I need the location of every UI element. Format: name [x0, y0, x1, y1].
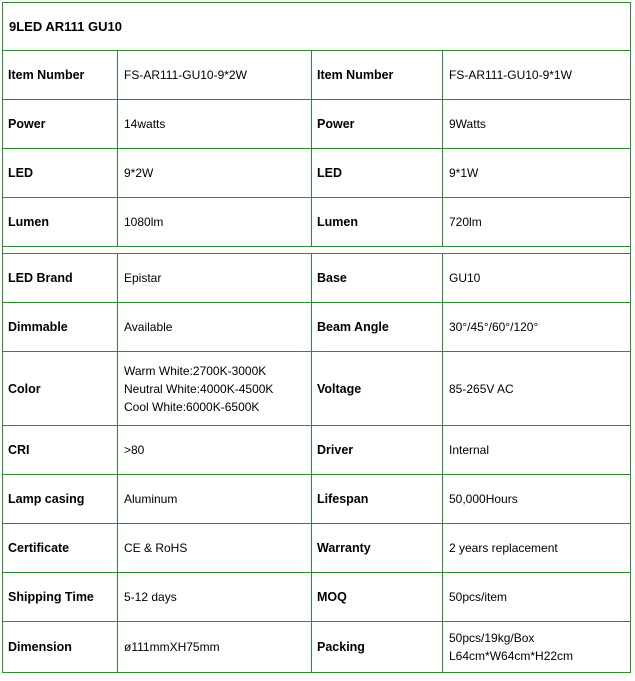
- label-color: Color: [3, 352, 118, 425]
- value-base: GU10: [449, 271, 481, 285]
- value-led-brand: Epistar: [118, 254, 312, 302]
- label-beam-angle: Beam Angle: [312, 303, 443, 351]
- table-row-shipping-time: [3, 573, 630, 622]
- value-lumen-1: 1080lm: [118, 198, 312, 246]
- label-cri: CRI: [3, 426, 118, 474]
- packing-line-size: L64cm*W64cm*H22cm: [449, 649, 574, 663]
- table-row-item-number: [3, 51, 630, 100]
- label-warranty: Warranty: [312, 524, 443, 572]
- label-moq: MOQ: [312, 573, 443, 621]
- table-row-dimmable: [3, 303, 630, 352]
- value-beam-angle: 30°/45°/60°/120°: [449, 320, 539, 334]
- value-driver: Internal: [449, 443, 490, 457]
- table-row-led-brand: [3, 254, 630, 303]
- value-dimension: ø111mmXH75mm: [118, 622, 312, 672]
- value-led-1: 9*2W: [118, 149, 312, 197]
- value-led-2: 9*1W: [449, 166, 479, 180]
- label-voltage: Voltage: [312, 352, 443, 425]
- value-lumen-2: 720lm: [449, 215, 482, 229]
- value-voltage: 85-265V AC: [449, 381, 514, 396]
- label-power-1: Power: [3, 100, 118, 148]
- table-title: 9LED AR111 GU10: [3, 3, 630, 51]
- label-packing: Packing: [312, 622, 443, 672]
- value-packing: [443, 622, 630, 672]
- table-row-cri: [3, 426, 630, 475]
- label-dimmable: Dimmable: [3, 303, 118, 351]
- label-item-number-1: Item Number: [3, 51, 118, 99]
- table-row-dimension: [3, 622, 630, 672]
- table-row-lamp-casing: [3, 475, 630, 524]
- value-power-2: 9Watts: [449, 117, 486, 131]
- label-lifespan: Lifespan: [312, 475, 443, 523]
- label-shipping-time: Shipping Time: [3, 573, 118, 621]
- value-dimmable: Available: [118, 303, 312, 351]
- label-driver: Driver: [312, 426, 443, 474]
- value-color: [118, 352, 312, 425]
- color-line-neutral: Neutral White:4000K-4500K: [124, 381, 274, 396]
- label-power-2: Power: [312, 100, 443, 148]
- table-row-certificate: [3, 524, 630, 573]
- value-moq: 50pcs/item: [449, 590, 508, 604]
- label-base: Base: [312, 254, 443, 302]
- value-lifespan: 50,000Hours: [449, 492, 518, 506]
- value-power-1: 14watts: [118, 100, 312, 148]
- color-line-warm: Warm White:2700K-3000K: [124, 363, 267, 378]
- label-led-2: LED: [312, 149, 443, 197]
- table-row-power: [3, 100, 630, 149]
- value-item-number-1: FS-AR111-GU10-9*2W: [118, 51, 312, 99]
- label-lamp-casing: Lamp casing: [3, 475, 118, 523]
- label-led-brand: LED Brand: [3, 254, 118, 302]
- value-item-number-2: FS-AR111-GU10-9*1W: [449, 68, 572, 82]
- value-warranty: 2 years replacement: [449, 541, 558, 555]
- packing-line-box: 50pcs/19kg/Box: [449, 631, 535, 645]
- value-shipping-time: 5-12 days: [118, 573, 312, 621]
- color-line-cool: Cool White:6000K-6500K: [124, 399, 260, 414]
- label-certificate: Certificate: [3, 524, 118, 572]
- table-row-led: [3, 149, 630, 198]
- section-divider: [3, 247, 630, 254]
- label-dimension: Dimension: [3, 622, 118, 672]
- label-lumen-1: Lumen: [3, 198, 118, 246]
- spec-table: [2, 2, 631, 673]
- table-row-color: [3, 352, 630, 426]
- value-certificate: CE & RoHS: [118, 524, 312, 572]
- table-row-lumen: [3, 198, 630, 247]
- label-lumen-2: Lumen: [312, 198, 443, 246]
- label-led-1: LED: [3, 149, 118, 197]
- value-lamp-casing: Aluminum: [118, 475, 312, 523]
- label-item-number-2: Item Number: [312, 51, 443, 99]
- value-cri: >80: [118, 426, 312, 474]
